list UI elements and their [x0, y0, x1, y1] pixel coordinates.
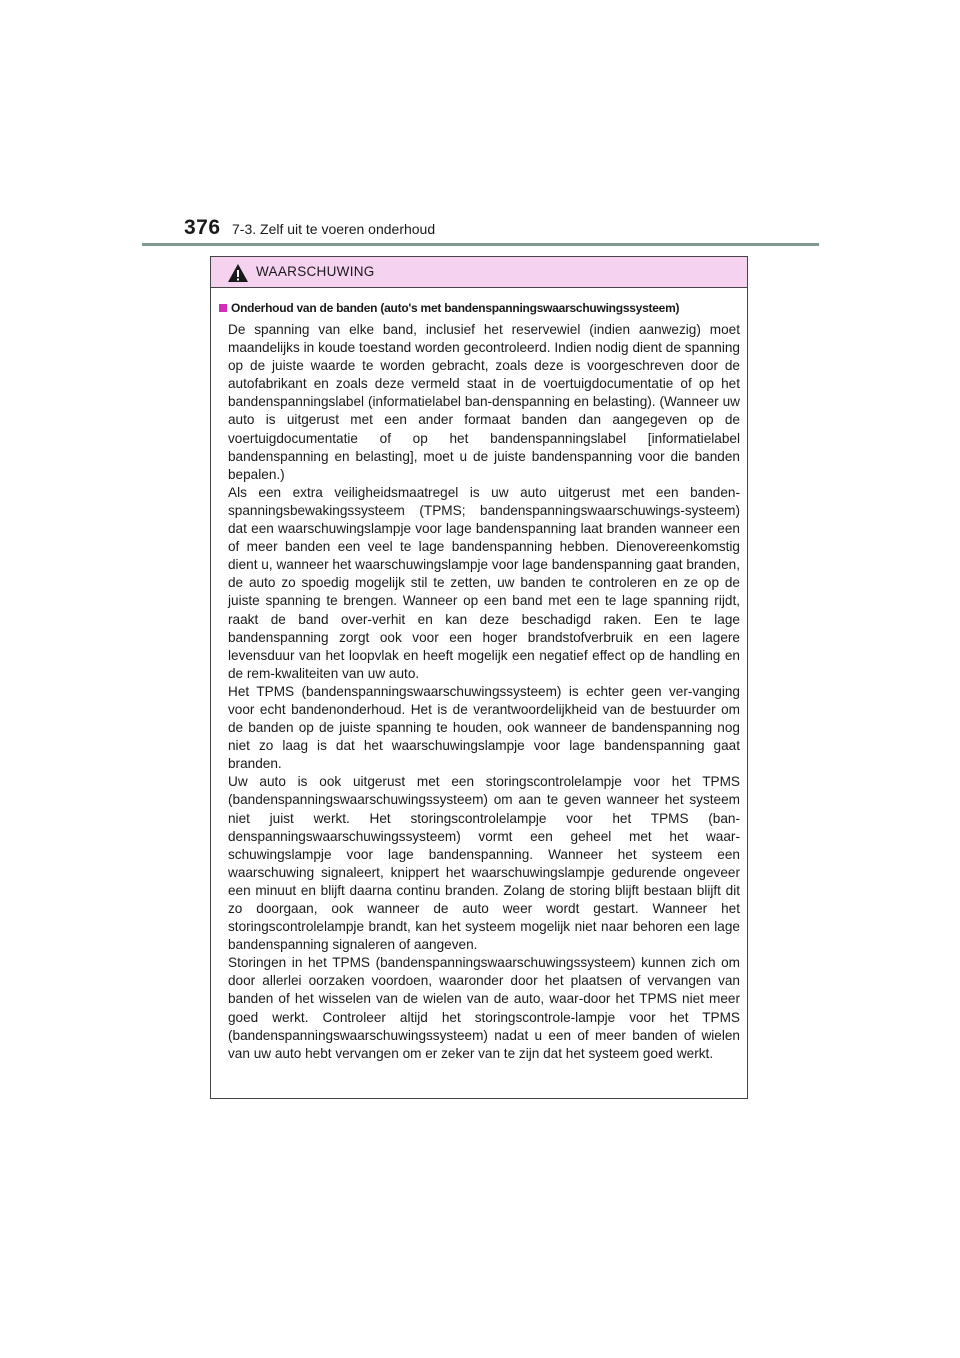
section-title: 7-3. Zelf uit te voeren onderhoud: [232, 221, 436, 237]
warning-paragraph: Het TPMS (bandenspanningswaarschuwingssysteem) is echter geen ver-vanging voor echt bandenonderhoud. Het is de verantwoordelijkheid van de bestuurder om de banden op de juiste spanning te houden, ook wanneer de bandenspanning nog niet zo laag is dat het waarschuwingslampje voor lage bandenspanning gaat branden.: [228, 683, 740, 772]
warning-title: WAARSCHUWING: [256, 264, 375, 279]
warning-paragraph: Als een extra veiligheidsmaatregel is uw auto uitgerust met een banden-spanningsbewakingssysteem (TPMS; bandenspanningswaarschuwings-systeem) dat een waarschuwingslampje voor lage bandenspanning laat branden wanneer een of meer banden een veel te lage bandenspanning hebben. Dienovereenkomstig dient u, wanneer het waarschuwingslampje voor lage bandenspanning gaat branden, de auto zo spoedig mogelijk stil te zetten, uw banden te controleren en ze op de juiste spanning te brengen. Wanneer op een band met een te lage spanning rijdt, raakt de band over-verhit en kan deze beschadigd raken. Een te lage bandenspanning zorgt ook voor een hoger brandstofverbruik en een lagere levensduur van het loopvlak en heeft mogelijk een negatief effect op de handling en de rem-kwaliteiten van uw auto.: [228, 484, 740, 681]
warning-triangle-icon: [227, 263, 249, 283]
warning-header: [211, 257, 747, 288]
page-number: 376: [184, 216, 221, 239]
header-divider: [142, 243, 819, 246]
warning-paragraph: Storingen in het TPMS (bandenspanningswaarschuwingssysteem) kunnen zich om door allerlei oorzaken voordoen, waaronder door het plaatsen of vervangen van banden of het wisselen van de wielen van de auto, waar-door het TPMS niet meer goed werkt. Controleer altijd het storingscontrole-lampje voor het TPMS (bandenspanningswaarschuwingssysteem) nadat u een of meer banden of wielen van uw auto hebt vervangen om er zeker van te zijn dat het systeem goed werkt.: [228, 955, 740, 1061]
warning-box: [210, 256, 748, 1099]
warning-paragraph: De spanning van elke band, inclusief het reservewiel (indien aanwezig) moet maandelijks in koude toestand worden gecontroleerd. Indien nodig dient de spanning op de juiste waarde te worden gebracht, zoals deze is voorgeschreven door de autofabrikant en zoals deze vermeld staat in de voertuigdocumentatie of op het bandenspanningslabel (informatielabel ban-denspanning en belasting). (Wanneer uw auto is uitgerust met een ander formaat banden dan aangegeven op de voertuigdocumentatie of op het bandenspanningslabel [informatielabel bandenspanning en belasting], moet u de juiste bandenspanning voor die banden bepalen.): [228, 322, 740, 482]
warning-paragraph: Uw auto is ook uitgerust met een storingscontrolelampje voor het TPMS (bandenspanningswaarschuwingssysteem) om aan te geven wanneer het systeem niet juist werkt. Het storingscontrolelampje voor het TPMS (ban-denspanningswaarschuwingssysteem) vormt een geheel met het waar-schuwingslampje voor lage bandenspanning. Wanneer het systeem een waarschuwing signaleert, knippert het waarschuwingslampje gedurende ongeveer een minuut en blijft daarna continu branden. Zolang de storing blijft bestaan blijft dit zo doorgaan, ook wanneer de auto weer wordt gestart. Wanneer het storingscontrolelampje brandt, kan het systeem mogelijk niet naar behoren een lage bandenspanning signaleren of aangeven.: [228, 774, 740, 953]
warning-body: [228, 321, 740, 1063]
warning-subheading: [219, 301, 679, 315]
warning-subheading-text: Onderhoud van de banden (auto's met bandenspanningswaarschuwingssysteem): [231, 301, 680, 315]
square-bullet-icon: [219, 304, 227, 312]
